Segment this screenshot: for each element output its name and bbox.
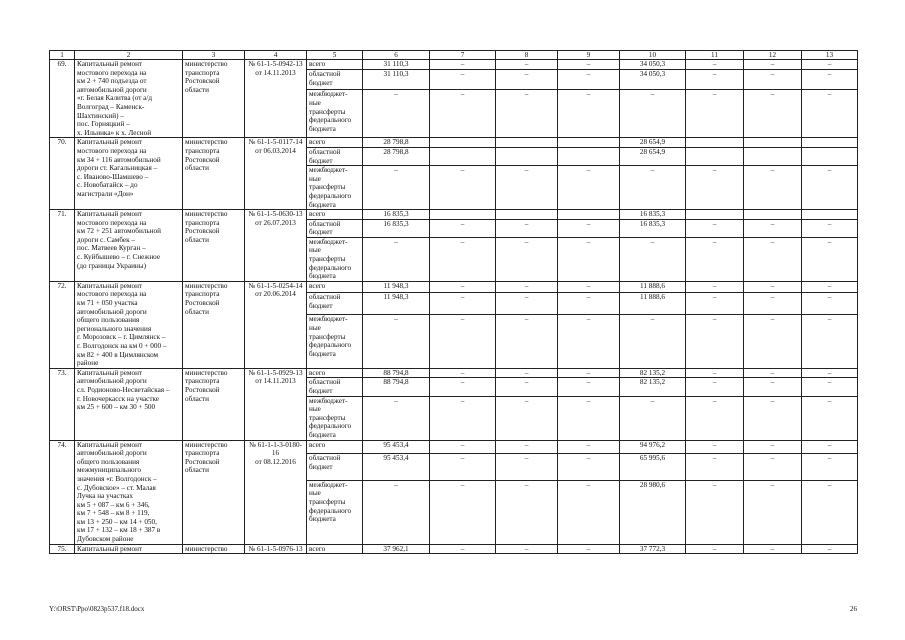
value-c10: 37 772,3	[620, 544, 686, 554]
value-c13: –	[802, 293, 858, 315]
value-c11: –	[686, 60, 744, 70]
value-c6: –	[363, 315, 430, 368]
organization: министерство транспорта Ростовской области	[183, 60, 245, 138]
value-c13: –	[802, 166, 858, 210]
value-c12	[744, 210, 802, 220]
value-c13: –	[802, 396, 858, 440]
value-c12: –	[744, 293, 802, 315]
value-c11: –	[686, 440, 744, 454]
table-row	[50, 210, 858, 220]
row-number: 71.	[50, 210, 75, 282]
value-c6: –	[363, 480, 430, 544]
funding-source: всего	[307, 368, 363, 378]
value-c13: –	[802, 440, 858, 454]
value-c11: –	[686, 90, 744, 138]
value-c8: –	[496, 219, 558, 237]
value-c7: –	[430, 396, 496, 440]
value-c6: 11 948,3	[363, 293, 430, 315]
value-c9: –	[558, 219, 620, 237]
value-c6: –	[363, 396, 430, 440]
object-name: Капитальный ремонт мостового перехода на км 34 + 116 автомобильной дороги ст. Кагальницкая – с. Иваново-Шамшево – с. Новобатайск – до магистрали «Дон»	[75, 138, 183, 210]
object-name: Капитальный ремонт автомобильной дороги общего пользования межмуниципального значения «г. Волгодонск – с. Дубовское» – ст. Малая Лучка на участках км 5 + 087 – км 6 + 346, км 7 + 548 – км 8 + 119, км 13 + 250 – км 14 + 050, км 17 + 132 – км 18 + 387 в Дубовском районе	[75, 440, 183, 544]
value-c9: –	[558, 281, 620, 293]
footer-file-path: Y:\ORST\Ppo\0823p537.f18.docx	[49, 605, 145, 613]
value-c11: –	[686, 281, 744, 293]
value-c6: 11 948,3	[363, 281, 430, 293]
value-c6: –	[363, 166, 430, 210]
value-c10: 82 135,2	[620, 368, 686, 378]
value-c9	[558, 147, 620, 165]
value-c8: –	[496, 480, 558, 544]
value-c13: –	[802, 281, 858, 293]
value-c13: –	[802, 219, 858, 237]
value-c10: 94 976,2	[620, 440, 686, 454]
column-header-8: 8	[496, 51, 558, 60]
value-c7: –	[430, 60, 496, 70]
value-c6: 95 453,4	[363, 440, 430, 454]
organization: министерство транспорта Ростовской области	[183, 440, 245, 544]
funding-source: областной бюджет	[307, 293, 363, 315]
value-c8: –	[496, 454, 558, 480]
organization: министерство транспорта Ростовской области	[183, 281, 245, 368]
value-c7: –	[430, 237, 496, 281]
value-c9: –	[558, 315, 620, 368]
value-c12: –	[744, 454, 802, 480]
column-header-6: 6	[363, 51, 430, 60]
value-c8: –	[496, 60, 558, 70]
funding-source: всего	[307, 544, 363, 554]
funding-source: межбюджет- ные трансферты федерального бюджета	[307, 396, 363, 440]
value-c10: –	[620, 90, 686, 138]
value-c11: –	[686, 315, 744, 368]
row-number: 72.	[50, 281, 75, 368]
value-c12: –	[744, 396, 802, 440]
value-c11: –	[686, 454, 744, 480]
value-c8: –	[496, 70, 558, 90]
funding-source: всего	[307, 281, 363, 293]
funding-source: межбюджет- ные трансферты федерального бюджета	[307, 315, 363, 368]
value-c9: –	[558, 293, 620, 315]
column-header-9: 9	[558, 51, 620, 60]
value-c12	[744, 147, 802, 165]
funding-source: областной бюджет	[307, 70, 363, 90]
funding-source: межбюджет- ные трансферты федерального бюджета	[307, 480, 363, 544]
value-c10: –	[620, 396, 686, 440]
column-header-4: 4	[245, 51, 307, 60]
footer-page-number: 26	[850, 605, 857, 613]
value-c10: –	[620, 237, 686, 281]
value-c11: –	[686, 166, 744, 210]
value-c6: –	[363, 90, 430, 138]
value-c6: 95 453,4	[363, 454, 430, 480]
column-header-3: 3	[183, 51, 245, 60]
value-c7: –	[430, 480, 496, 544]
document-number: № 61-1-5-0976-13	[245, 544, 307, 554]
value-c10: 11 888,6	[620, 281, 686, 293]
value-c10: 16 835,3	[620, 219, 686, 237]
document-number: № 61-1-5-0117-14 от 06.03.2014	[245, 138, 307, 210]
value-c9: –	[558, 396, 620, 440]
value-c6: 16 835,3	[363, 219, 430, 237]
object-name: Капитальный ремонт автомобильной дороги сл. Родионово-Несветайская – г. Новочеркасск на участке км 25 + 600 – км 30 + 500	[75, 368, 183, 440]
value-c10: –	[620, 166, 686, 210]
value-c9: –	[558, 440, 620, 454]
value-c9: –	[558, 60, 620, 70]
value-c12: –	[744, 237, 802, 281]
value-c10: 16 835,3	[620, 210, 686, 220]
value-c11: –	[686, 544, 744, 554]
funding-source: областной бюджет	[307, 147, 363, 165]
value-c8: –	[496, 315, 558, 368]
object-name: Капитальный ремонт мостового перехода на км 72 + 251 автомобильной дороги с. Самбек – пос. Матвеев Курган – с. Куйбышево – г. Снежное (до границы Украины)	[75, 210, 183, 282]
value-c8	[496, 147, 558, 165]
value-c8: –	[496, 440, 558, 454]
value-c13: –	[802, 60, 858, 70]
value-c8: –	[496, 378, 558, 396]
value-c11: –	[686, 378, 744, 396]
column-header-13: 13	[802, 51, 858, 60]
organization: министерство	[183, 544, 245, 554]
value-c12: –	[744, 166, 802, 210]
value-c7: –	[430, 315, 496, 368]
value-c12: –	[744, 315, 802, 368]
value-c10: 11 888,6	[620, 293, 686, 315]
value-c11	[686, 138, 744, 148]
value-c10: 34 050,3	[620, 70, 686, 90]
column-header-7: 7	[430, 51, 496, 60]
value-c12: –	[744, 281, 802, 293]
value-c12: –	[744, 90, 802, 138]
funding-source: всего	[307, 440, 363, 454]
value-c12	[744, 138, 802, 148]
value-c9: –	[558, 237, 620, 281]
value-c7: –	[430, 368, 496, 378]
value-c6: 88 794,8	[363, 378, 430, 396]
value-c8: –	[496, 396, 558, 440]
document-number: № 61-1-5-0929-13 от 14.11.2013	[245, 368, 307, 440]
value-c7: –	[430, 544, 496, 554]
funding-source: межбюджет- ные трансферты федерального бюджета	[307, 166, 363, 210]
value-c7: –	[430, 166, 496, 210]
document-number: № 61-1-5-0942-13 от 14.11.2013	[245, 60, 307, 138]
value-c9	[558, 210, 620, 220]
value-c6: 88 794,8	[363, 368, 430, 378]
object-name: Капитальный ремонт	[75, 544, 183, 554]
value-c7	[430, 210, 496, 220]
value-c6: 31 110,3	[363, 70, 430, 90]
value-c11: –	[686, 237, 744, 281]
value-c7: –	[430, 281, 496, 293]
value-c11: –	[686, 219, 744, 237]
value-c13: –	[802, 454, 858, 480]
value-c13: –	[802, 237, 858, 281]
value-c9: –	[558, 368, 620, 378]
value-c11: –	[686, 480, 744, 544]
value-c11: –	[686, 396, 744, 440]
value-c12: –	[744, 480, 802, 544]
funding-source: всего	[307, 138, 363, 148]
value-c7	[430, 138, 496, 148]
value-c9: –	[558, 378, 620, 396]
value-c9: –	[558, 480, 620, 544]
value-c10: 28 980,6	[620, 480, 686, 544]
value-c11	[686, 210, 744, 220]
value-c11: –	[686, 368, 744, 378]
value-c13: –	[802, 315, 858, 368]
document-number: № 61-1-1-3-0180- 16 от 08.12.2016	[245, 440, 307, 544]
value-c12: –	[744, 70, 802, 90]
document-number: № 61-1-5-0630-13 от 26.07.2013	[245, 210, 307, 282]
row-number: 75.	[50, 544, 75, 554]
value-c7: –	[430, 90, 496, 138]
organization: министерство транспорта Ростовской области	[183, 368, 245, 440]
value-c6: –	[363, 237, 430, 281]
value-c12: –	[744, 544, 802, 554]
value-c7: –	[430, 293, 496, 315]
value-c8: –	[496, 544, 558, 554]
value-c9	[558, 138, 620, 148]
value-c9: –	[558, 70, 620, 90]
value-c8: –	[496, 237, 558, 281]
value-c10: 82 135,2	[620, 378, 686, 396]
value-c6: 28 798,8	[363, 138, 430, 148]
row-number: 73.	[50, 368, 75, 440]
value-c10: 28 654,9	[620, 138, 686, 148]
value-c10: –	[620, 315, 686, 368]
value-c11: –	[686, 70, 744, 90]
value-c9: –	[558, 454, 620, 480]
value-c12: –	[744, 368, 802, 378]
value-c13	[802, 210, 858, 220]
value-c8: –	[496, 293, 558, 315]
organization: министерство транспорта Ростовской области	[183, 210, 245, 282]
value-c6: 28 798,8	[363, 147, 430, 165]
value-c6: 16 835,3	[363, 210, 430, 220]
value-c8	[496, 138, 558, 148]
row-number: 69.	[50, 60, 75, 138]
table-row	[50, 138, 858, 148]
document-number: № 61-1-5-0254-14 от 20.06.2014	[245, 281, 307, 368]
object-name: Капитальный ремонт мостового перехода на км 2 + 740 подъезда от автомобильной дороги «г. Белая Калитва (от а/д Волгоград – Каменск- Шахтинский) – пос. Горняцкий – х. Ильинка» к х. Лесной	[75, 60, 183, 138]
column-header-1: 1	[50, 51, 75, 60]
table-row	[50, 281, 858, 293]
funding-source: всего	[307, 60, 363, 70]
value-c7: –	[430, 440, 496, 454]
column-header-5: 5	[307, 51, 363, 60]
value-c13: –	[802, 544, 858, 554]
funding-source: всего	[307, 210, 363, 220]
value-c13: –	[802, 368, 858, 378]
value-c11: –	[686, 293, 744, 315]
value-c8: –	[496, 281, 558, 293]
value-c9: –	[558, 166, 620, 210]
value-c10: 34 050,3	[620, 60, 686, 70]
table-row	[50, 368, 858, 378]
value-c13: –	[802, 378, 858, 396]
funding-source: областной бюджет	[307, 378, 363, 396]
value-c13: –	[802, 90, 858, 138]
value-c7	[430, 147, 496, 165]
value-c12: –	[744, 219, 802, 237]
table-row	[50, 440, 858, 454]
value-c8: –	[496, 166, 558, 210]
funding-source: межбюджет- ные трансферты федерального бюджета	[307, 90, 363, 138]
value-c9: –	[558, 90, 620, 138]
object-name: Капитальный ремонт мостового перехода на км 71 + 050 участка автомобильной дороги общего пользования регионального значения г. Морозовск – г. Цимлянск – г. Волгодонск на км 0 + 000 – км 82 + 400 в Цимлянском районе	[75, 281, 183, 368]
column-header-12: 12	[744, 51, 802, 60]
value-c13	[802, 147, 858, 165]
funding-source: межбюджет- ные трансферты федерального бюджета	[307, 237, 363, 281]
value-c12: –	[744, 378, 802, 396]
column-header-2: 2	[75, 51, 183, 60]
value-c10: 28 654,9	[620, 147, 686, 165]
value-c12: –	[744, 440, 802, 454]
organization: министерство транспорта Ростовской области	[183, 138, 245, 210]
table-row	[50, 60, 858, 70]
table-row	[50, 544, 858, 554]
funding-source: областной бюджет	[307, 454, 363, 480]
value-c9: –	[558, 544, 620, 554]
value-c8: –	[496, 90, 558, 138]
table-body	[50, 60, 858, 554]
column-header-10: 10	[620, 51, 686, 60]
value-c13: –	[802, 70, 858, 90]
value-c7: –	[430, 378, 496, 396]
value-c7: –	[430, 219, 496, 237]
value-c7: –	[430, 454, 496, 480]
value-c13	[802, 138, 858, 148]
row-number: 70.	[50, 138, 75, 210]
value-c8	[496, 210, 558, 220]
row-number: 74.	[50, 440, 75, 544]
header-row	[50, 51, 858, 60]
value-c7: –	[430, 70, 496, 90]
value-c6: 37 962,1	[363, 544, 430, 554]
funding-source: областной бюджет	[307, 219, 363, 237]
value-c10: 65 995,6	[620, 454, 686, 480]
value-c13: –	[802, 480, 858, 544]
budget-table	[49, 50, 858, 554]
column-header-11: 11	[686, 51, 744, 60]
value-c12: –	[744, 60, 802, 70]
value-c6: 31 110,3	[363, 60, 430, 70]
value-c11	[686, 147, 744, 165]
value-c8: –	[496, 368, 558, 378]
